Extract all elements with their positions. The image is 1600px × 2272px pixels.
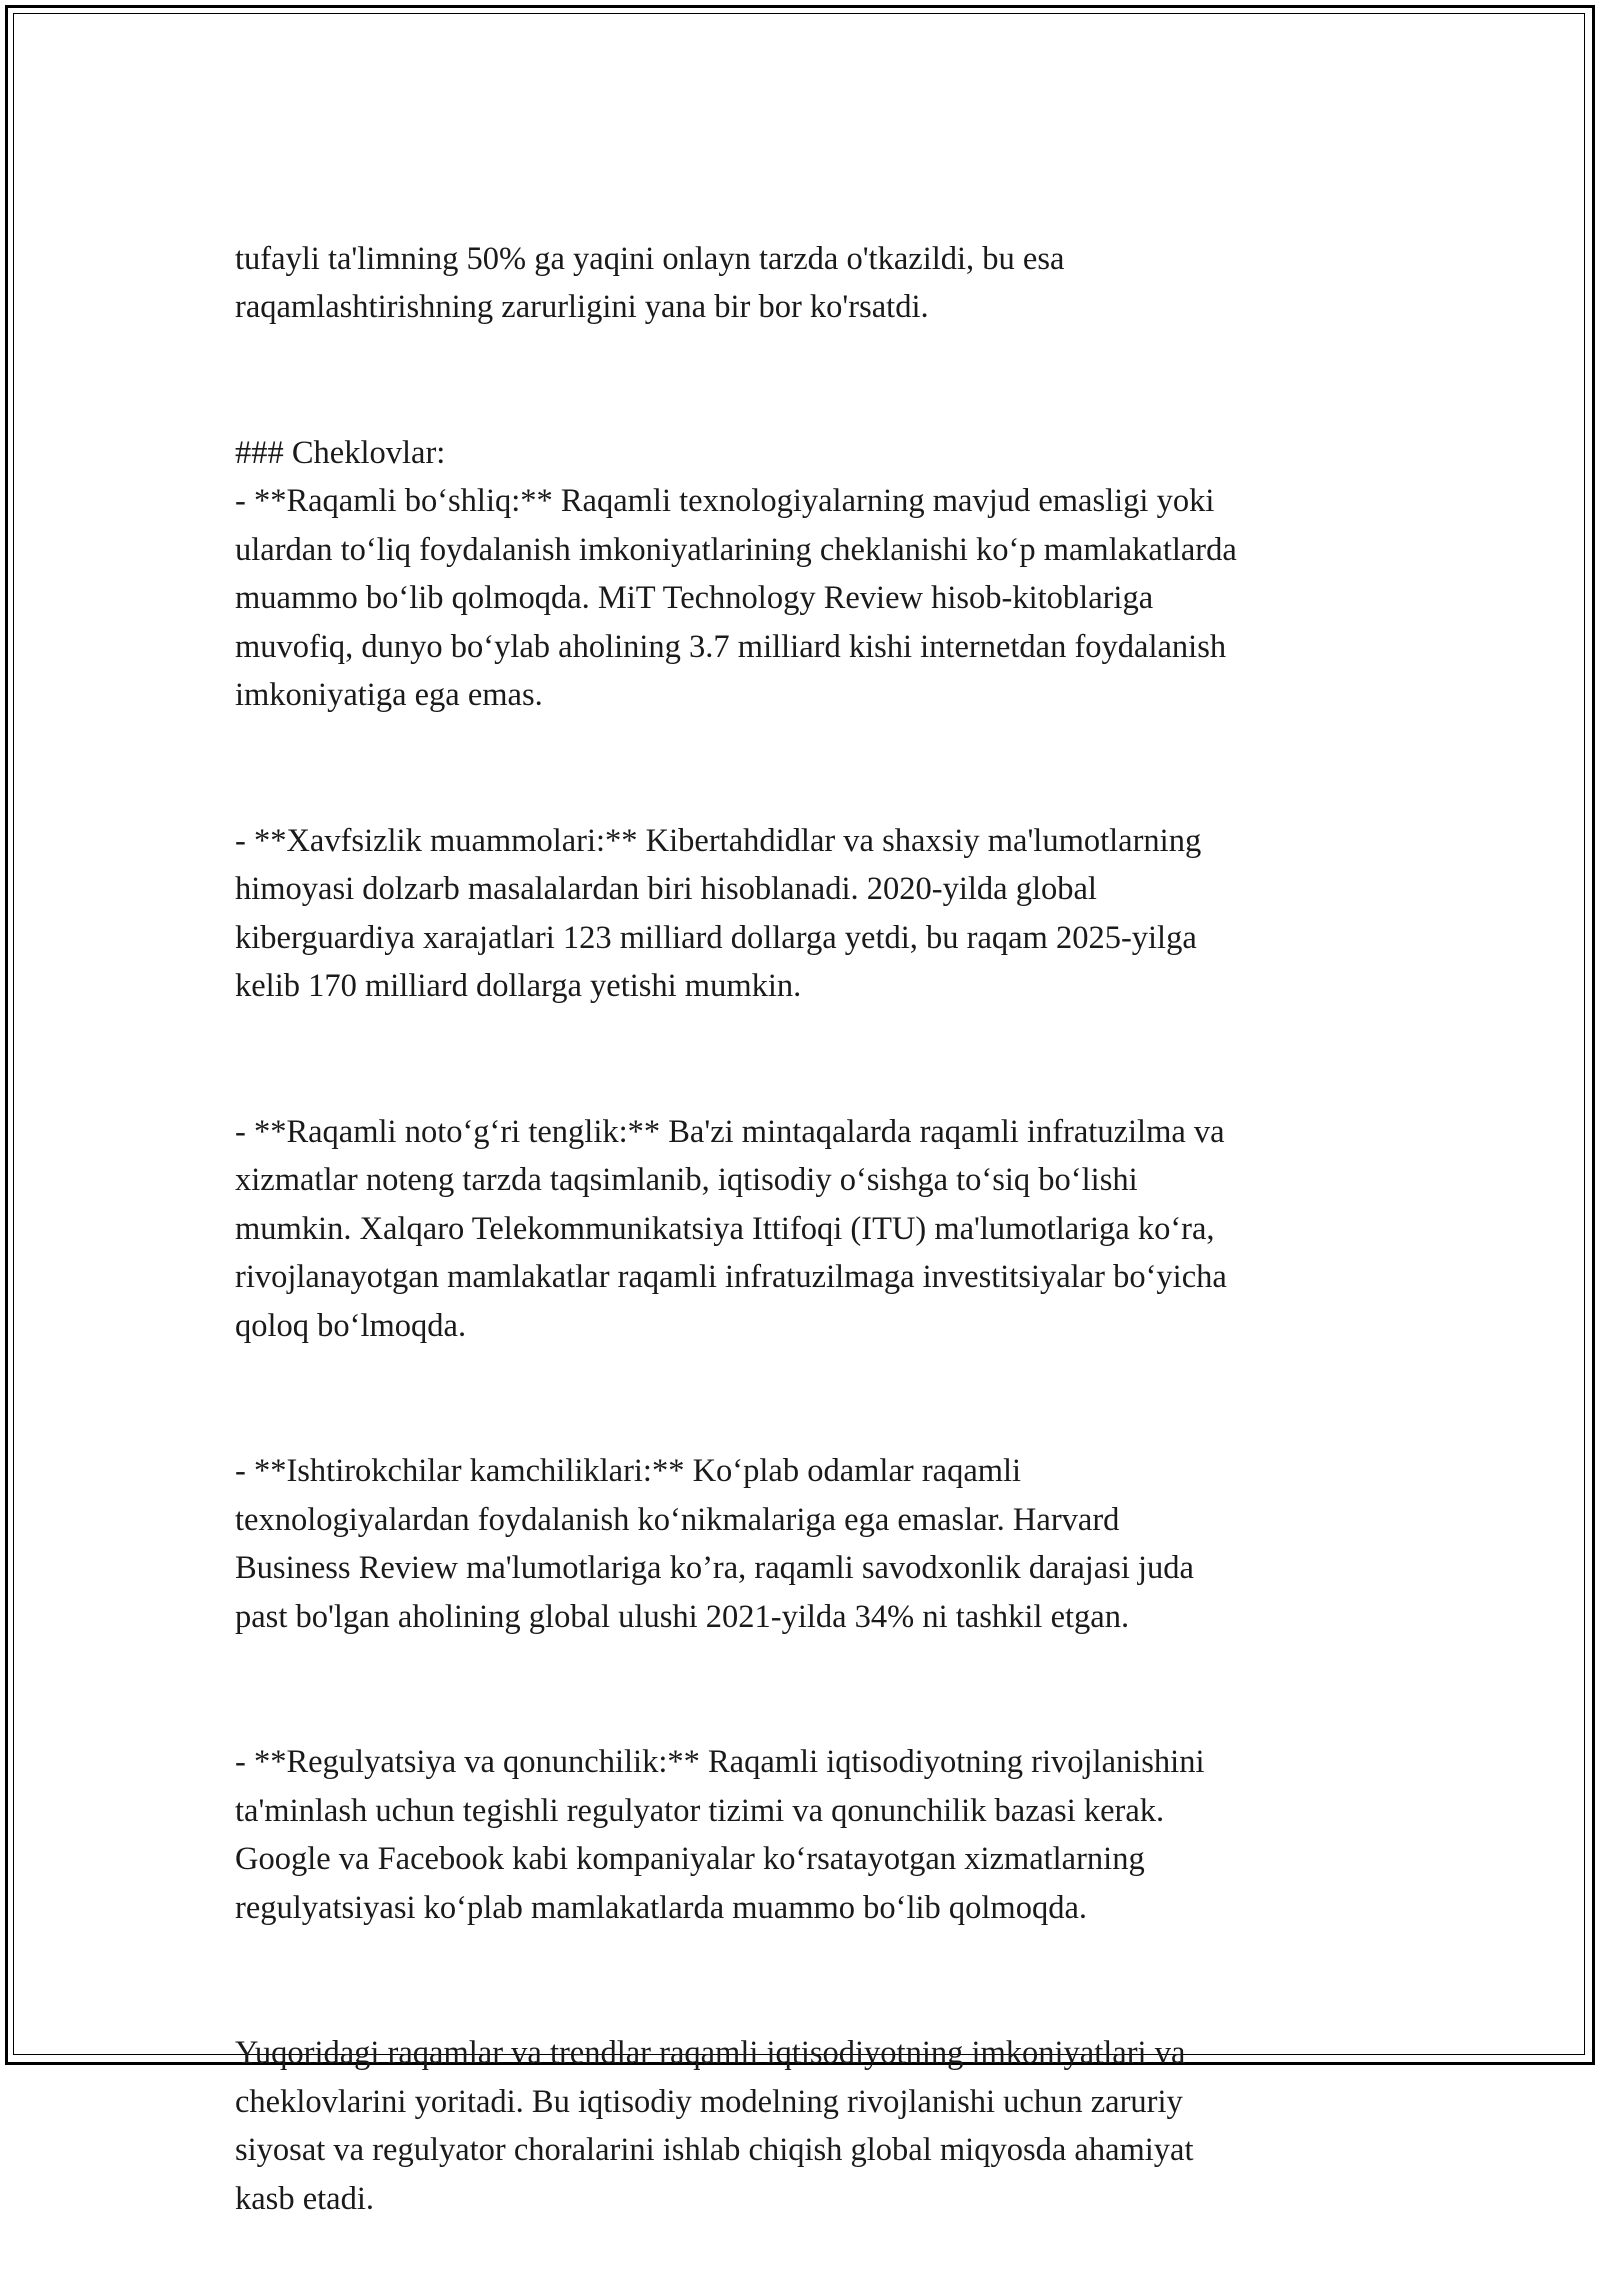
list-item-security-problems: - **Xavfsizlik muammolari:** Kibertahdidlar va shaxsiy ma'lumotlarning himoyasi dolzarb masalalardan biri hisoblanadi. 2020-yilda global kiberguardiya xarajatlari 123 milliard dollarga yetdi, bu raqam 2025-yilga kelib 170 milliard dollarga yetishi mumkin. <box>235 822 1202 1004</box>
list-item-digital-inequality: - **Raqamli noto‘g‘ri tenglik:** Ba'zi mintaqalarda raqamli infratuzilma va xizmatlar noteng tarzda taqsimlanib, iqtisodiy o‘sishga to‘siq bo‘lishi mumkin. Xalqaro Telekommunikatsiya Ittifoqi (ITU) ma'lumotlariga ko‘ra, rivojlanayotgan mamlakatlar raqamli infratuzilmaga investitsiyalar bo‘yicha qoloq bo‘lmoqda. <box>235 1113 1227 1344</box>
section-cheklovlar-digital-gap: ### Cheklovlar: - **Raqamli bo‘shliq:** Raqamli texnologiyalarning mavjud emasligi yoki ulardan to‘liq foydalanish imkoniyatlarining cheklanishi ko‘p mamlakatlarda muammo bo‘lib qolmoqda. MiT Technology Review hisob-kitoblariga muvofiq, dunyo bo‘ylab aholining 3.7 milliard kishi internetdan foydalanish imkoniyatiga ega emas. <box>235 434 1237 713</box>
document-body <box>235 186 1395 2272</box>
paragraph-conclusion: Yuqoridagi raqamlar va trendlar raqamli iqtisodiyotning imkoniyatlari va cheklovlarini yoritadi. Bu iqtisodiy modelning rivojlanishi uchun zaruriy siyosat va regulyator choralarini ishlab chiqish global miqyosda ahamiyat kasb etadi. <box>235 2035 1194 2217</box>
list-item-regulation-legislation: - **Regulyatsiya va qonunchilik:** Raqamli iqtisodiyotning rivojlanishini ta'minlash uchun tegishli regulyator tizimi va qonunchilik bazasi kerak. Google va Facebook kabi kompaniyalar ko‘rsatayotgan xizmatlarning regulyatsiyasi ko‘plab mamlakatlarda muammo bo‘lib qolmoqda. <box>235 1744 1205 1926</box>
paragraph-intro-continuation: tufayli ta'limning 50% ga yaqini onlayn tarzda o'tkazildi, bu esa raqamlashtirishning zarurligini yana bir bor ko'rsatdi. <box>235 240 1065 325</box>
list-item-participant-shortcomings: - **Ishtirokchilar kamchiliklari:** Ko‘plab odamlar raqamli texnologiyalardan foydalanish ko‘nikmalariga ega emaslar. Harvard Business Review ma'lumotlariga ko’ra, raqamli savodxonlik darajasi juda past bo'lgan aholining global ulushi 2021-yilda 34% ni tashkil etgan. <box>235 1453 1194 1635</box>
